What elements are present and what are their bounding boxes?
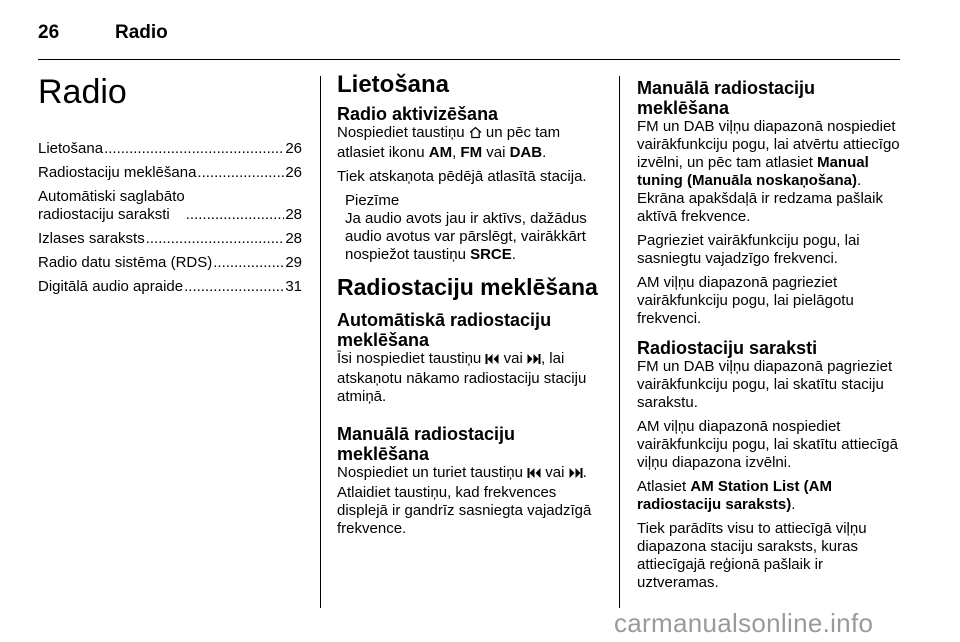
- paragraph-activate: Nospiediet taustiņu un pēc tam atlasiet ikonu AM, FM vai DAB.: [337, 124, 561, 161]
- table-of-contents: [38, 140, 302, 296]
- heading-usage: Lietošana: [337, 71, 450, 98]
- toc-entry-label: Radiostaciju meklēšana: [38, 164, 197, 181]
- skip-back-icon: [527, 466, 541, 484]
- header-section-name: Radio: [115, 22, 168, 43]
- page-header: [38, 18, 900, 58]
- note-box: [345, 192, 603, 264]
- toc-entry-page: 29: [285, 254, 302, 271]
- toc-entry-page: 26: [285, 140, 302, 157]
- toc-leader-dots: [197, 164, 284, 182]
- heading-station-lists: Radiostaciju saraksti: [637, 338, 818, 358]
- home-icon: [469, 126, 482, 144]
- paragraph-station-list-am: AM viļņu diapazonā nospiediet vairākfunkciju pogu, lai skatītu attiecīgā viļņu diapazona izvēlni.: [637, 418, 898, 471]
- paragraph-select-am-list: Atlasiet AM Station List (AM radiostaciju saraksts).: [637, 478, 833, 513]
- heading-manual-search: Manuālā radiostaciju meklēšana: [337, 424, 516, 464]
- toc-entry[interactable]: [38, 278, 302, 296]
- toc-leader-dots: [146, 230, 285, 248]
- toc-entry[interactable]: [38, 164, 302, 182]
- heading-manual-search-2: Manuālā radiostaciju meklēšana: [637, 78, 816, 118]
- paragraph-last-station: Tiek atskaņota pēdējā atlasītā stacija.: [337, 168, 587, 185]
- paragraph-manual-tuning: FM un DAB viļņu diapazonā nospiediet vairākfunkciju pogu, lai atvērtu attiecīgo izvēlni, un pēc tam atlasiet Manual tuning (Manuāla noskaņošana). Ekrāna apakšdaļā ir redzama pašlaik aktīvā frekvence.: [637, 118, 900, 225]
- paragraph-auto-search: Īsi nospiediet taustiņu vai , lai atskaņotu nākamo radiostaciju staciju atmiņā.: [337, 350, 587, 405]
- toc-entry-page: 31: [285, 278, 302, 295]
- toc-entry[interactable]: [38, 254, 302, 272]
- heading-radio-activate: Radio aktivizēšana: [337, 104, 499, 124]
- toc-entry-label: Digitālā audio apraide: [38, 278, 184, 295]
- content-column-2: [337, 70, 603, 544]
- heading-station-search: Radiostaciju meklēšana: [337, 274, 598, 300]
- watermark: carmanualsonline.info: [614, 608, 874, 638]
- paragraph-turn-knob: Pagrieziet vairākfunkciju pogu, lai sasniegtu vajadzīgo frekvenci.: [637, 232, 860, 267]
- toc-entry-label: Izlases saraksts: [38, 230, 145, 247]
- toc-leader-dots: [184, 278, 284, 296]
- header-divider: [38, 59, 900, 60]
- toc-entry-page: 28: [285, 230, 302, 247]
- toc-leader-dots: [213, 254, 284, 272]
- content-column-3: [637, 78, 901, 598]
- toc-entry-label: Radio datu sistēma (RDS): [38, 254, 213, 271]
- toc-leader-dots: [104, 140, 284, 158]
- page-number: 26: [38, 22, 60, 43]
- chapter-title: Radio: [38, 73, 127, 111]
- paragraph-manual-search: Nospiediet un turiet taustiņu vai . Atlaidiet taustiņu, kad frekvences displejā ir gandrīz sasniegta vajadzīgā frekvence.: [337, 464, 592, 537]
- skip-forward-icon: [527, 352, 541, 370]
- toc-entry-label: Automātiski saglabāto radiostaciju saraksti: [38, 188, 185, 223]
- column-divider-1: [320, 76, 321, 608]
- note-text: Ja audio avots jau ir aktīvs, dažādus audio avotus var pārslēgt, vairākkārt nospiežot taustiņu SRCE.: [345, 210, 587, 263]
- toc-entry[interactable]: [38, 230, 302, 248]
- paragraph-am-adjust: AM viļņu diapazonā pagrieziet vairākfunkciju pogu, lai pielāgotu frekvenci.: [637, 274, 854, 327]
- toc-entry-page: 28: [285, 206, 302, 223]
- paragraph-list-shown: Tiek parādīts visu to attiecīgā viļņu diapazona staciju saraksts, kuras attiecīgajā reģionā pašlaik ir uztveramas.: [637, 520, 867, 591]
- toc-leader-dots: [186, 206, 285, 224]
- toc-entry[interactable]: [38, 188, 302, 224]
- note-title: Piezīme: [345, 192, 400, 209]
- chapter-column: [38, 70, 302, 302]
- paragraph-station-list-fm: FM un DAB viļņu diapazonā pagrieziet vairākfunkciju pogu, lai skatītu staciju sarakstu.: [637, 358, 893, 411]
- heading-auto-search: Automātiskā radiostaciju meklēšana: [337, 310, 552, 350]
- toc-entry-label: Lietošana: [38, 140, 104, 157]
- skip-forward-icon: [569, 466, 583, 484]
- toc-entry[interactable]: [38, 140, 302, 158]
- skip-back-icon: [485, 352, 499, 370]
- column-divider-2: [619, 76, 620, 608]
- toc-entry-page: 26: [285, 164, 302, 181]
